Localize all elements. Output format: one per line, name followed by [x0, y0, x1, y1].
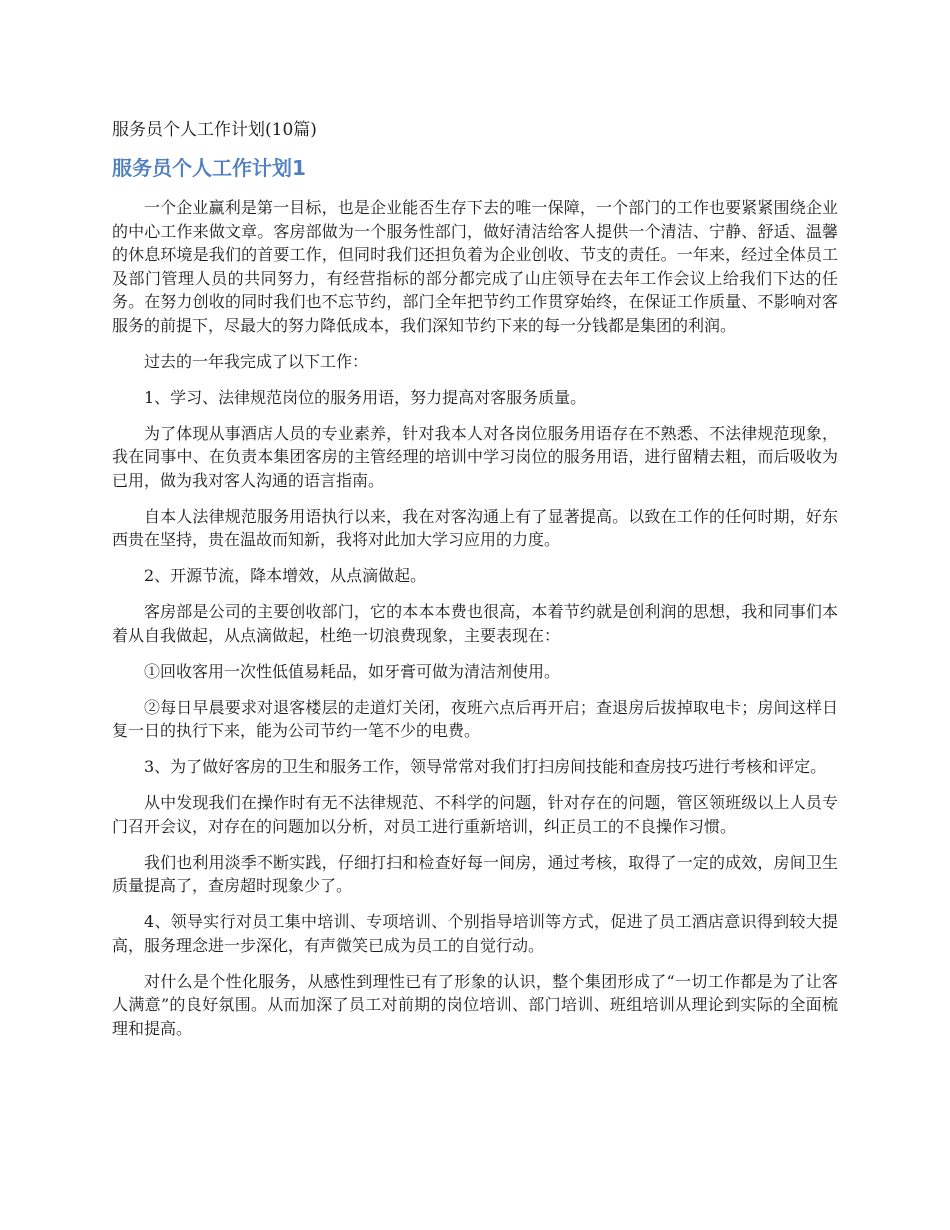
paragraph-item-2-point-2: ②每日早晨要求对退客楼层的走道灯关闭，夜班六点后再开启；查退房后拔掉取电卡；房间这样日复一日的执行下来，能为公司节约一笔不少的电费。 [112, 697, 838, 740]
paragraph-item-1-detail: 为了体现从事酒店人员的专业素养，针对我本人对各岗位服务用语存在不熟悉、不法律规范现象，我在同事中、在负责本集团客房的主管经理的培训中学习岗位的服务用语，进行留精去粗，而后吸收为已用，做为我对客人沟通的语言指南。 [112, 423, 838, 490]
paragraph-item-2: 2、开源节流，降本增效，从点滴做起。 [144, 566, 427, 585]
paragraph-item-3-result: 我们也利用淡季不断实践，仔细打扫和检查好每一间房，通过考核，取得了一定的成效，房间卫生质量提高了，查房超时现象少了。 [112, 852, 838, 895]
paragraph-intro: 一个企业赢利是第一目标，也是企业能否生存下去的唯一保障，一个部门的工作也要紧紧围绕企业的中心工作来做文章。客房部做为一个服务性部门，做好清洁给客人提供一个清洁、宁静、舒适、温馨的休息环境是我们的首要工作，但同时我们还担负着为企业创收、节支的责任。一年来，经过全体员工及部门管理人员的共同努力，有经营指标的部分都完成了山庄领导在去年工作会议上给我们下达的任务。在努力创收的同时我们也不忘节约，部门全年把节约工作贯穿始终，在保证工作质量、不影响对客服务的前提下，尽最大的努力降低成本，我们深知节约下来的每一分钱都是集团的利润。 [112, 198, 838, 335]
paragraph-item-2-detail: 客房部是公司的主要创收部门，它的本本本费也很高，本着节约就是创利润的思想，我和同事们本着从自我做起，从点滴做起，杜绝一切浪费现象，主要表现在： [112, 602, 838, 645]
paragraph-item-2-point-1: ①回收客用一次性低值易耗品，如牙膏可做为清洁剂使用。 [144, 661, 561, 681]
document-title: 服务员个人工作计划(10篇) [112, 120, 317, 140]
paragraph-past-year: 过去的一年我完成了以下工作： [144, 351, 369, 371]
paragraph-item-1-result: 自本人法律规范服务用语执行以来，我在对客沟通上有了显著提高。以致在工作的任何时期，好东西贵在坚持，贵在温故而知新，我将对此加大学习应用的力度。 [112, 506, 838, 549]
paragraph-item-3: 3、为了做好客房的卫生和服务工作，领导常常对我们打扫房间技能和查房技巧进行考核和评定。 [144, 757, 827, 776]
section-heading: 服务员个人工作计划1 [112, 156, 306, 180]
document-page [112, 118, 838, 1053]
paragraph-item-4-detail: 对什么是个性化服务，从感性到理性已有了形象的认识，整个集团形成了“一切工作都是为了让客人满意”的良好氛围。从而加深了员工对前期的岗位培训、部门培训、班组培训从理论到实际的全面梳理和提高。 [112, 971, 838, 1038]
paragraph-item-4: 4、领导实行对员工集中培训、专项培训、个别指导培训等方式，促进了员工酒店意识得到较大提高，服务理念进一步深化，有声微笑已成为员工的自觉行动。 [112, 912, 838, 955]
paragraph-item-1: 1、学习、法律规范岗位的服务用语，努力提高对客服务质量。 [144, 387, 587, 407]
paragraph-item-3-detail: 从中发现我们在操作时有无不法律规范、不科学的问题，针对存在的问题，管区领班级以上人员专门召开会议，对存在的问题加以分析，对员工进行重新培训，纠正员工的不良操作习惯。 [112, 793, 838, 836]
